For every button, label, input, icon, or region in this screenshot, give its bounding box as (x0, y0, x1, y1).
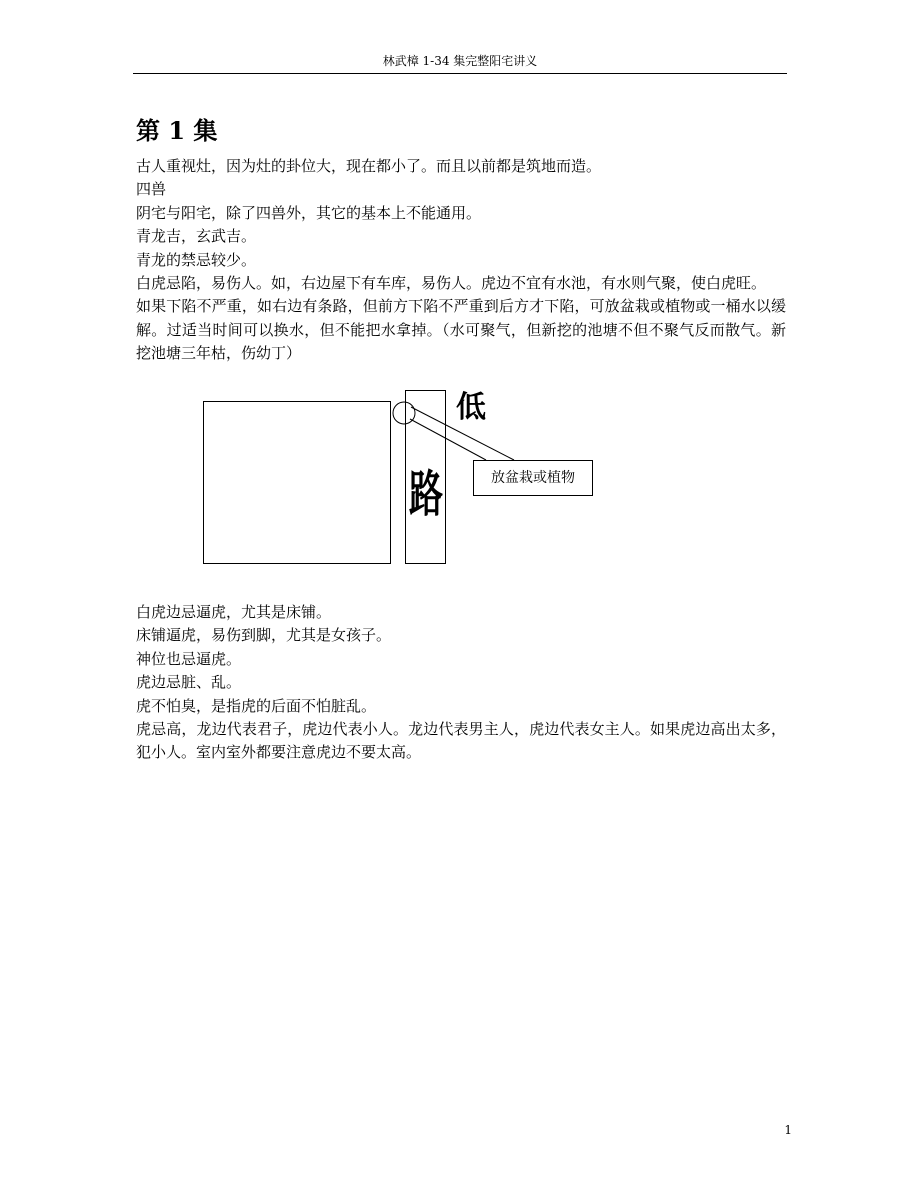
running-header: 林武樟 1-34 集完整阳宅讲义 (382, 54, 538, 68)
paragraph-tiger-sink: 白虎忌陷，易伤人。如，右边屋下有车库，易伤人。虎边不宜有水池，有水则气聚，使白虎旺。 (136, 274, 767, 293)
paragraph-tiger-mess: 虎边忌脏、乱。 (136, 673, 242, 692)
header-rule (133, 73, 787, 74)
low-label: 低 (456, 390, 486, 425)
callout-plant-label: 放盆栽或植物 (473, 460, 593, 496)
text-block-top (136, 155, 786, 366)
paragraph-kitchen-stove: 古人重视灶，因为灶的卦位大，现在都小了。而且以前都是筑地而造。 (136, 157, 602, 175)
paragraph-altar-crowding: 神位也忌逼虎。 (136, 649, 242, 668)
paragraph-bed-crowding: 床铺逼虎，易伤到脚，尤其是女孩子。 (136, 626, 392, 645)
paragraph-dragon-tortoise: 青龙吉，玄武吉。 (136, 227, 257, 246)
paragraph-dragon-taboos: 青龙的禁忌较少。 (136, 250, 257, 269)
page-number: 1 (784, 1123, 792, 1137)
layout-diagram (200, 388, 620, 573)
paragraph-tiger-crowding: 白虎边忌逼虎，尤其是床铺。 (136, 603, 332, 621)
paragraph-mitigation: 如果下陷不严重，如右边有条路，但前方下陷不严重到后方才下陷，可放盆栽或植物或一桶水以缓解。过适当时间可以换水，但不能把水拿掉。（水可聚气，但新挖的池塘不但不聚气反而散气。新挖池塘三年枯，伤幼丁） (136, 297, 786, 363)
paragraph-tiger-height: 虎忌高，龙边代表君子，虎边代表小人。龙边代表男主人，虎边代表女主人。如果虎边高出太多，犯小人。室内室外都要注意虎边不要太高。 (136, 720, 786, 762)
paragraph-tiger-smell: 虎不怕臭，是指虎的后面不怕脏乱。 (136, 696, 377, 715)
road-label: 路 (409, 466, 443, 524)
chapter-title: 第 1 集 (136, 116, 218, 145)
text-block-bottom (136, 601, 786, 765)
paragraph-four-beasts: 四兽 (136, 180, 167, 199)
paragraph-yin-yang-houses: 阴宅与阳宅，除了四兽外，其它的基本上不能通用。 (136, 203, 482, 222)
house-outline (203, 401, 391, 564)
